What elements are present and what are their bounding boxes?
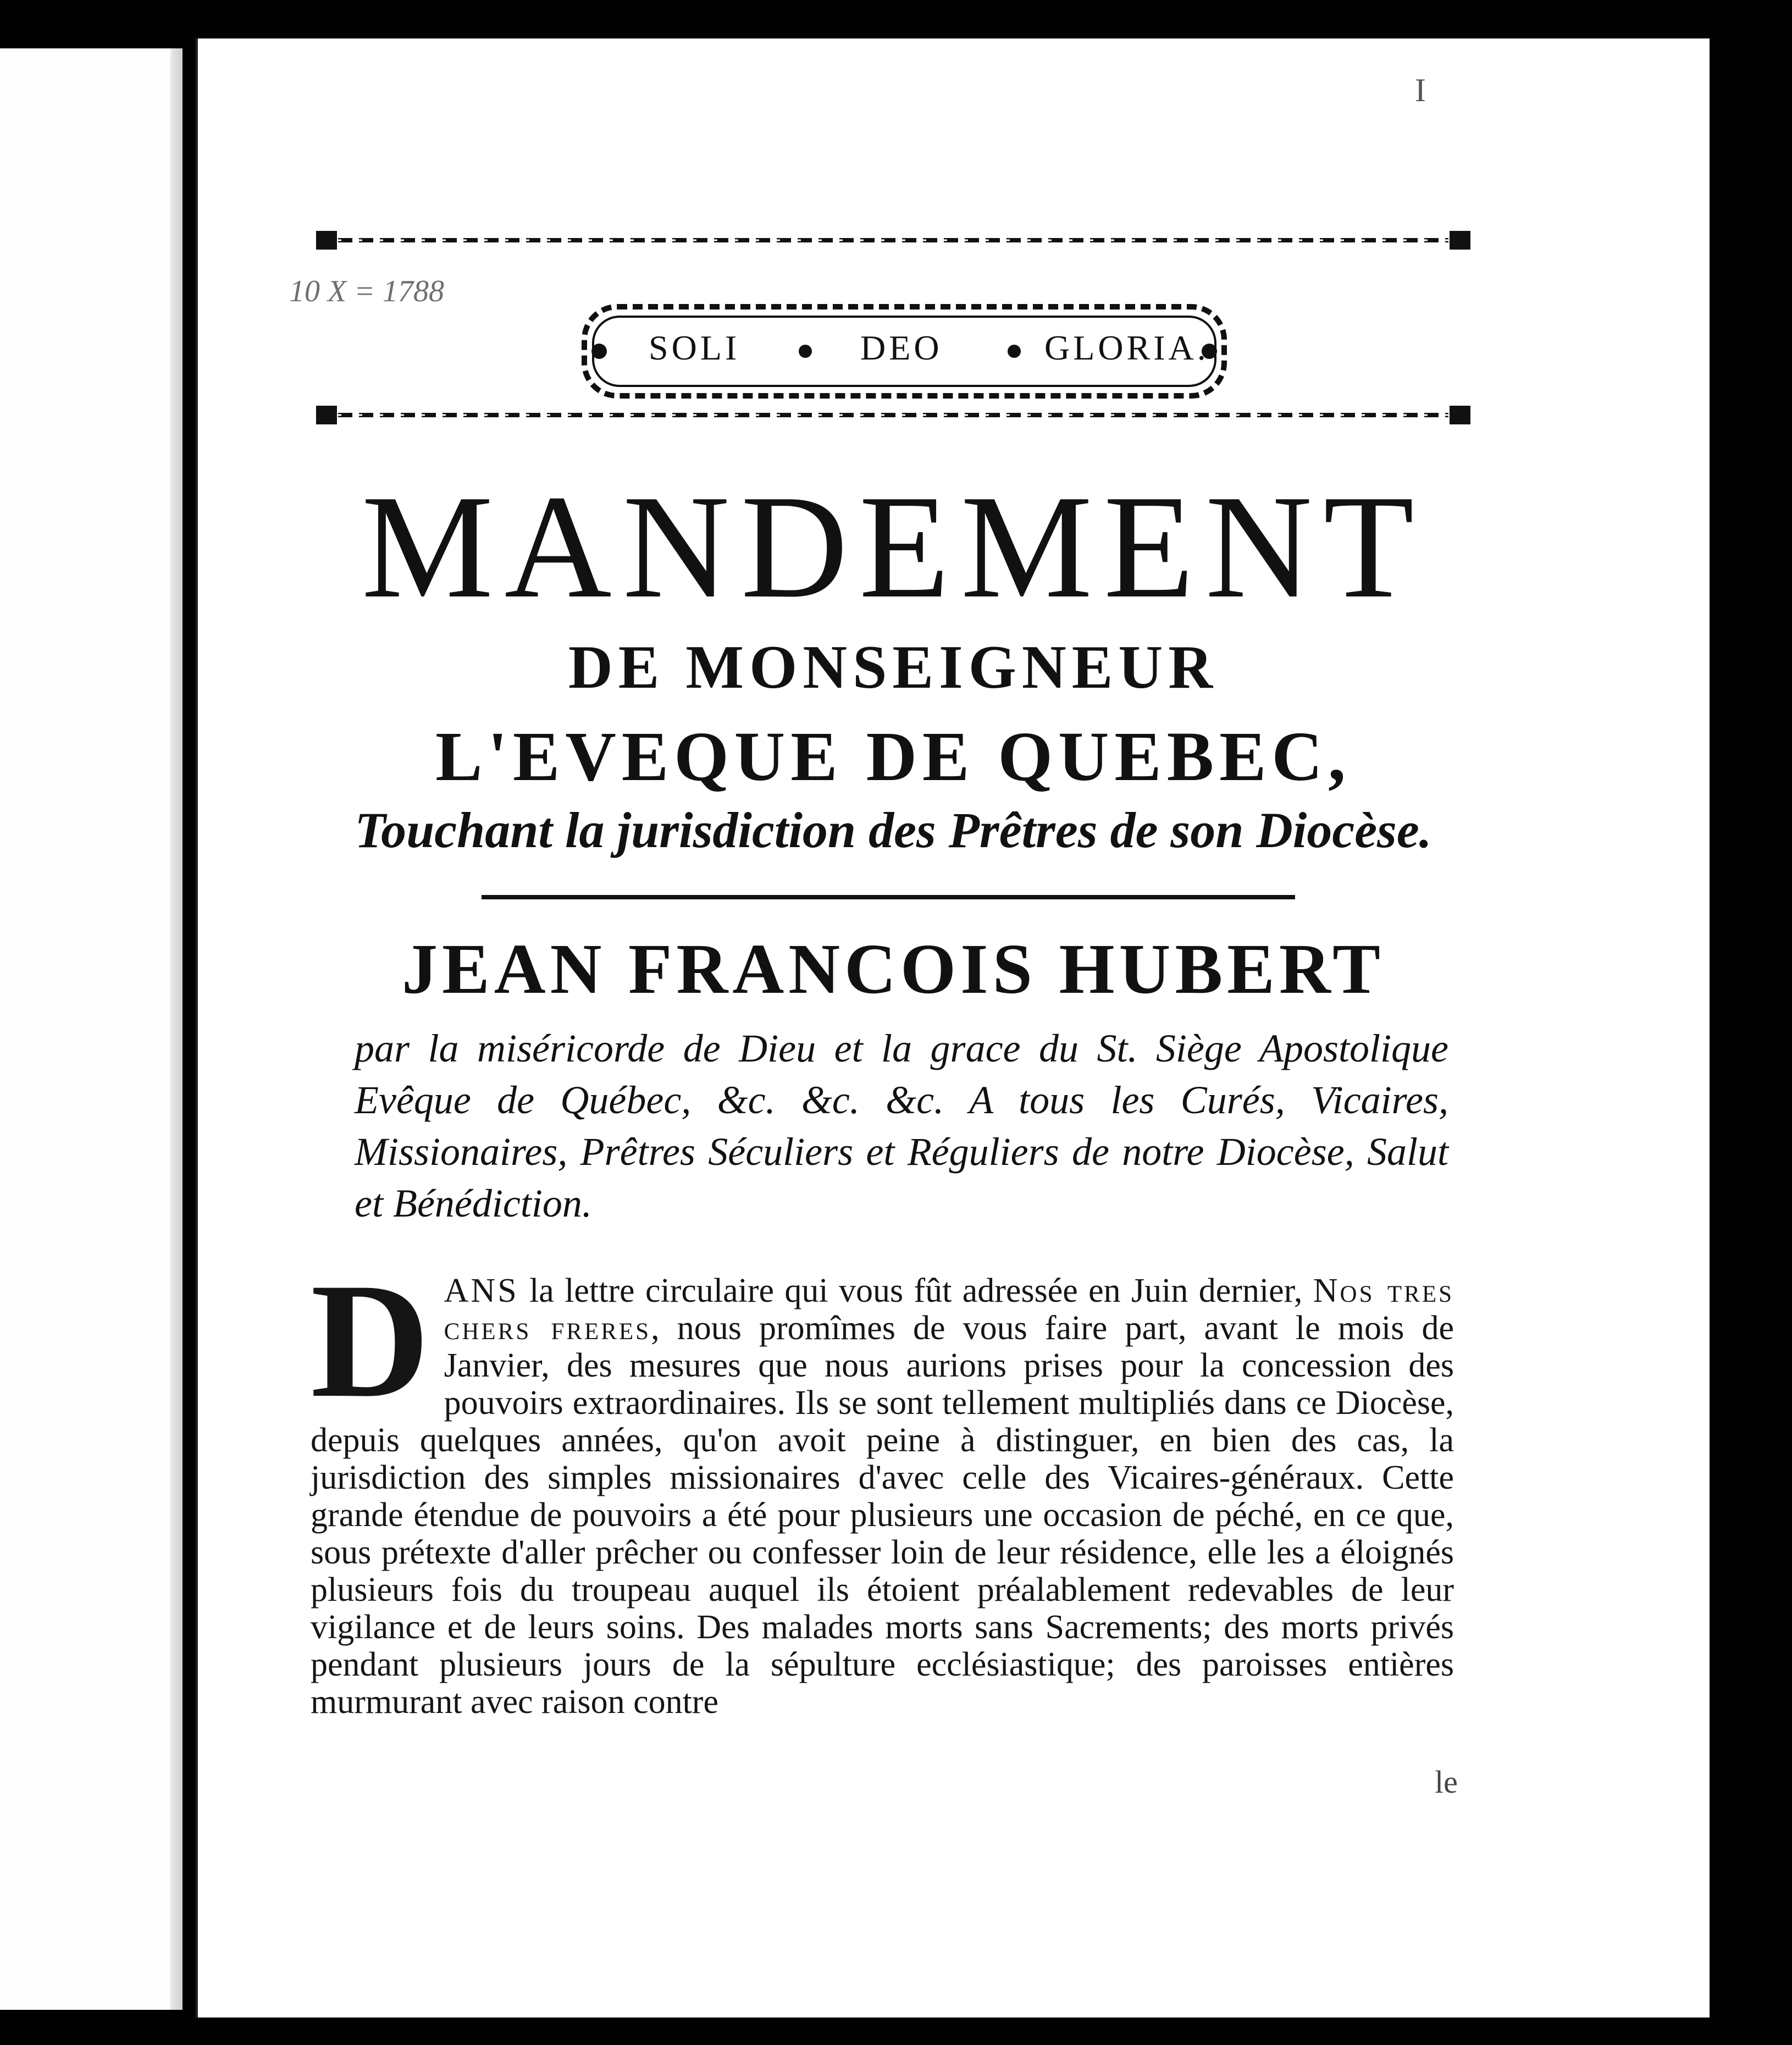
title-line-eveque: L'EVEQUE DE QUEBEC, <box>435 717 1351 795</box>
handwritten-shelfmark: 10 X = 1788 <box>289 274 444 308</box>
horizontal-rule <box>482 895 1295 899</box>
document-subtitle: Touchant la jurisdiction des Prêtres de son Diocèse. <box>355 802 1432 858</box>
author-name: JEAN FRANCOIS HUBERT <box>402 930 1385 1009</box>
body-paragraph <box>311 1249 1454 1721</box>
catchword: le <box>1435 1764 1458 1800</box>
body-text-part-2: , nous promîmes de vous faire part, avant le mois de Janvier, des mesures que nous aurions prises pour la concession des pouvoirs extraordinaires. Ils se sont tellement multipliés dans ce Diocèse, depuis quelques années, qu'on avoit peine à distinguer, en bien des cas, la jurisdiction des simples missionaires d'avec celle des Vicaires-généraux. Cette grande étendue de pouvoirs a été pour plusieurs une occasion de péché, en ce que, sous prétexte d'aller prêcher ou confesser loin de leur résidence, elle les a éloignés plusieurs fois du troupeau auquel ils étoient préalablement redevables de leur vigilance et de leurs soins. Des malades morts sans Sacrements; des morts privés pendant plusieurs jours de la sépulture ecclésiastique; des paroisses entières murmurant avec raison contre <box>311 1309 1454 1721</box>
ornamental-border-bottom <box>316 402 1470 428</box>
previous-page <box>0 48 182 2010</box>
drop-cap: D <box>311 1249 430 1431</box>
salutation: Nos tres chers freres <box>444 1272 1454 1347</box>
body-text-part-1: la lettre circulaire qui vous fût adressée en Juin dernier, <box>518 1272 1313 1309</box>
address-paragraph: par la miséricorde de Dieu et la grace du St. Siège Apostolique Evêque de Québec, &c. &c. &c. A tous les Curés, Vicaires, Missionaires, Prêtres Séculiers et Réguliers de notre Diocèse, Salut et Bénédiction. <box>355 1026 1448 1225</box>
document-title: MANDEMENT <box>361 465 1425 629</box>
motto-word-deo: DEO <box>860 328 943 367</box>
page-signature-mark: I <box>1415 72 1426 108</box>
opening-word: ANS <box>444 1272 519 1309</box>
motto-word-soli: SOLI <box>649 328 740 367</box>
title-line-monseigneur: DE MONSEIGNEUR <box>568 633 1219 701</box>
book-gutter <box>170 48 182 2010</box>
motto-cartouche <box>574 285 1234 418</box>
ornamental-border-top <box>316 228 1470 253</box>
document-page <box>196 38 1710 2018</box>
motto-word-gloria: GLORIA. <box>1044 328 1209 367</box>
